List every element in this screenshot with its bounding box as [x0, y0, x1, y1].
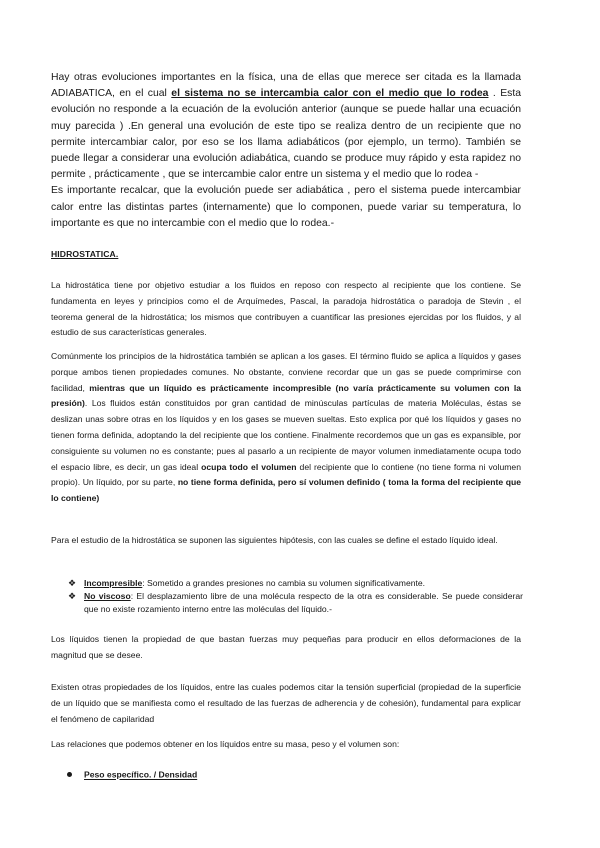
surface-tension-paragraph: Existen otras propiedades de los líquidos, entre las cuales podemos citar la tensión superficial (propiedad de la superficie de un líquido que se manifiesta como el resultado de las fuerzas de adherencia y de cohesión), fundamental para explicar el fenómeno de capilaridad — [51, 682, 521, 724]
hypothesis-text: : El desplazamiento libre de una molécula respecto de la otra es considerable. Se puede considerar que no existe rozamiento interno entre las moléculas del líquido.- — [84, 591, 523, 614]
hypotheses-intro: Para el estudio de la hidrostática se suponen las siguientes hipótesis, con las cuales se define el estado líquido ideal. — [51, 535, 498, 545]
fluids-text-1: Comúnmente los principios de la hidrostática también se aplican a los gases. El término fluido se aplica a líquidos y gases porque ambos tienen propiedades comunes. No obstante, conviene recordar que un gas se puede comprimirse con facilidad, — [51, 351, 521, 393]
intro-emphasis: el sistema no se intercambia calor con el medio que lo rodea — [171, 88, 489, 100]
hypothesis-term: No viscoso — [84, 591, 131, 601]
hypotheses-list — [68, 577, 523, 616]
list-item — [67, 769, 197, 780]
hypothesis-term: Incompresible — [84, 578, 143, 588]
section-heading: HIDROSTATICA. — [51, 249, 119, 259]
hydrostatics-definition: La hidrostática tiene por objetivo estudiar a los fluidos en reposo con respecto al recipiente que los contiene. Se fundamenta en leyes y principios como el de Arquímedes, Pascal, la paradoja hidrostática o paradoja de Stevin , el teorema general de la hidrostática; los mismos que contribuyen a cuantificar las presiones ejercidas por los fluidos, y al estudio de sus características generales. — [51, 280, 521, 338]
intro-text-2: . Esta evolución no responde a la ecuación de la evolución anterior (aunque se puede hallar una ecuación muy parecida ) .En general una evolución de este tipo se realiza dentro de un recipiente que no permite intercambiar calor, por eso se los llama adiabáticos (por ejemplo, un termo). También se puede llegar a considerar una evolución adiabática, cuando se produce muy rápido y esta rapidez no permite , prácticamente , que se intercambie calor entre un sistema y el medio que lo rodea - — [51, 88, 521, 181]
fluids-paragraph — [51, 349, 521, 507]
fluids-bold-3: no tiene forma definida, pero sí volumen definido ( toma la forma del recipiente que lo contiene) — [51, 477, 521, 504]
list-item — [68, 590, 523, 616]
fluids-bold-2: ocupa todo el volumen — [201, 461, 297, 472]
list-item — [68, 577, 523, 590]
intro-paragraph-2: Es importante recalcar, que la evolución puede ser adiabática , pero el sistema puede intercambiar calor entre las distintas partes (internamente) que lo componen, puede variar su temperatura, lo importante es que no intercambie con el medio que lo rodea.- — [51, 185, 521, 229]
hypothesis-text: : Sometido a grandes presiones no cambia su volumen significativamente. — [142, 578, 426, 588]
diamond-bullet-icon: ❖ — [68, 591, 77, 601]
intro-paragraph — [51, 70, 521, 183]
relations-paragraph: Las relaciones que podemos obtener en los líquidos entre su masa, peso y el volumen son: — [51, 739, 400, 749]
bullet-dot-icon — [67, 772, 72, 777]
fluids-bold-1: mientras que un líquido es prácticamente incompresible (no varía prácticamente su volumen con la presión) — [51, 382, 521, 409]
fluids-text-3: del recipiente que lo contiene (no tiene forma ni volumen propio). Un líquido, por su parte, — [51, 461, 521, 488]
fluids-text-2: . Los fluidos están constituidos por gran cantidad de minúsculas partículas de materia Moléculas, éstas se deslizan unas sobre otras en los líquidos y en los gases se mueven sueltas. Esto explica por qué los líquidos y gases no tienen forma definida, adoptando la del recipiente que los contiene. Finalmente recordemos que un gas es expansible, por consiguiente su volumen no es constante; pues al pasarlo a un recipiente de mayor volumen inmediatamente ocupa todo el espacio libre, es decir, un gas ideal — [51, 398, 521, 472]
specific-weight-item: Peso específico. / Densidad — [84, 769, 198, 780]
diamond-bullet-icon: ❖ — [68, 578, 77, 588]
adiabatic-intro — [51, 70, 521, 232]
liquid-property-paragraph: Los líquidos tienen la propiedad de que bastan fuerzas muy pequeñas para producir en ellos deformaciones de la magnitud que se desee. — [51, 634, 521, 660]
intro-text-1: Hay otras evoluciones importantes en la física, una de ellas que merece ser citada es la llamada ADIABATICA, en el cual — [51, 72, 521, 100]
